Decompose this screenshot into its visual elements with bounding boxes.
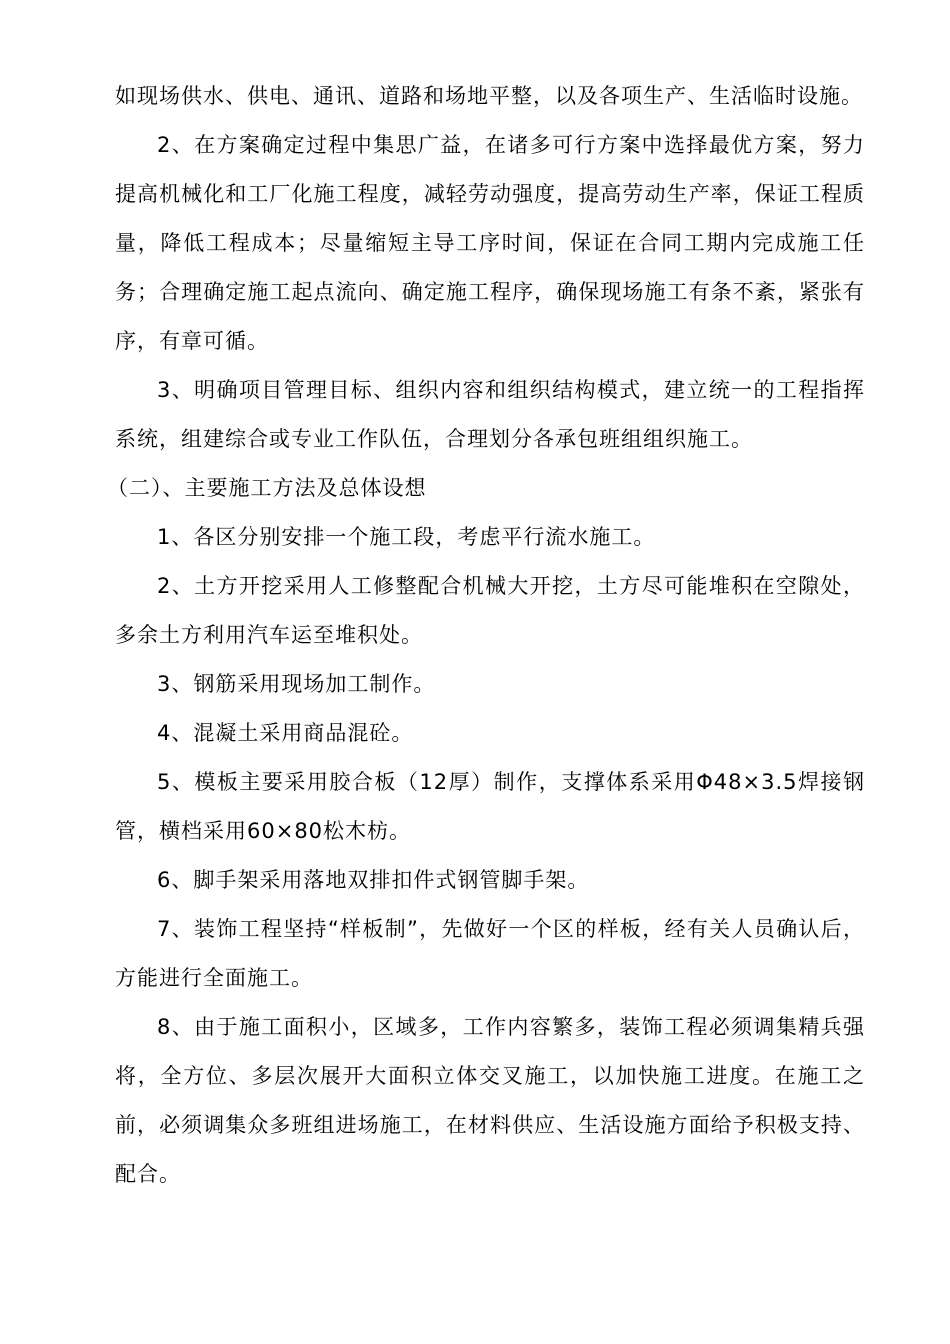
method-item-6: 6、脚手架采用落地双排扣件式钢管脚手架。 bbox=[157, 868, 590, 892]
method-item-5: 5、模板主要采用胶合板（12厚）制作，支撑体系采用Φ48×3.5焊接钢管，横档采用60×80松木枋。 bbox=[115, 770, 865, 843]
paragraph-item-2: 2、在方案确定过程中集思广益，在诸多可行方案中选择最优方案，努力提高机械化和工厂化施工程度，减轻劳动强度，提高劳动生产率，保证工程质量，降低工程成本；尽量缩短主导工序时间，保证在合同工期内完成施工任务；合理确定施工起点流向、确定施工程序，确保现场施工有条不紊，紧张有序，有章可循。 bbox=[115, 133, 865, 353]
paragraph-continuation: 如现场供水、供电、通讯、道路和场地平整，以及各项生产、生活临时设施。 bbox=[115, 84, 863, 108]
method-item-2: 2、土方开挖采用人工修整配合机械大开挖，土方尽可能堆积在空隙处，多余土方利用汽车运至堆积处。 bbox=[115, 574, 865, 647]
method-item-1: 1、各区分别安排一个施工段，考虑平行流水施工。 bbox=[157, 525, 656, 549]
method-item-4: 4、混凝土采用商品混砼。 bbox=[157, 721, 414, 745]
method-item-3: 3、钢筋采用现场加工制作。 bbox=[157, 672, 436, 696]
section-heading: （二）、主要施工方法及总体设想 bbox=[107, 476, 427, 500]
method-item-7: 7、装饰工程坚持“样板制”，先做好一个区的样板，经有关人员确认后，方能进行全面施工。 bbox=[115, 917, 865, 990]
paragraph-item-3: 3、明确项目管理目标、组织内容和组织结构模式，建立统一的工程指挥系统，组建综合或专业工作队伍，合理划分各承包班组组织施工。 bbox=[115, 378, 865, 451]
method-item-8: 8、由于施工面积小，区域多，工作内容繁多，装饰工程必须调集精兵强将，全方位、多层次展开大面积立体交叉施工，以加快施工进度。在施工之前，必须调集众多班组进场施工，在材料供应、生活设施方面给予积极支持、配合。 bbox=[115, 1015, 865, 1186]
document-body bbox=[107, 72, 865, 1199]
